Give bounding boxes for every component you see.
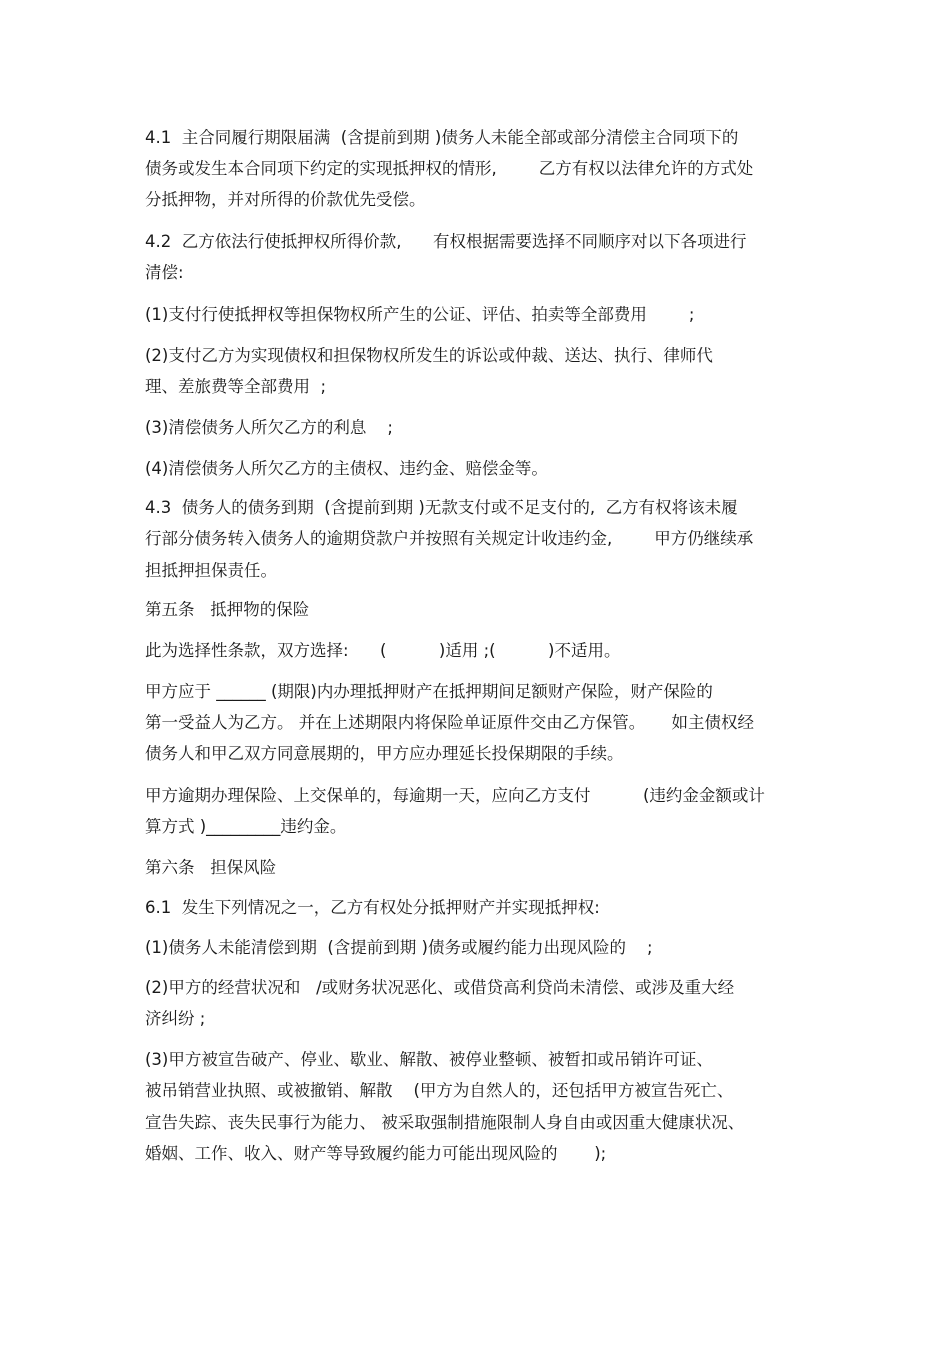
- article-5-option-line: 此为选择性条款，双方选择: ( )适用 ;( )不适用。: [145, 641, 621, 660]
- item-4-line-1: (4)清偿债务人所欠乙方的主债权、违约金、赔偿金等。: [145, 459, 548, 478]
- clause-4-3-line-1: 4.3 债务人的债务到期 (含提前到期 )无款支付或不足支付的, 乙方有权将该未履: [145, 498, 738, 517]
- article-5-heading: 第五条 抵押物的保险: [145, 600, 310, 619]
- clause-4-3-line-2: 行部分债务转入债务人的逾期贷款户并按照有关规定计收违约金, 甲方仍继续承: [145, 529, 754, 548]
- insurance-para-line-3: 债务人和甲乙双方同意展期的，甲方应办理延长投保期限的手续。: [145, 744, 624, 763]
- clause-4-1-line-1: 4.1 主合同履行期限届满 (含提前到期 )债务人未能全部或部分清偿主合同项下的: [145, 128, 739, 147]
- clause-4-2-line-2: 清偿:: [145, 263, 184, 282]
- penalty-para-line-2: 算方式 )_________违约金。: [145, 817, 347, 836]
- item-2-line-2: 理、差旅费等全部费用 ;: [145, 377, 327, 396]
- risk-item-3-line-2: 被吊销营业执照、或被撤销、解散 (甲方为自然人的，还包括甲方被宣告死亡、: [145, 1081, 734, 1100]
- item-2-line-1: (2)支付乙方为实现债权和担保物权所发生的诉讼或仲裁、送达、执行、律师代: [145, 346, 713, 365]
- risk-item-1-line-1: (1)债务人未能清偿到期 (含提前到期 )债务或履约能力出现风险的 ;: [145, 938, 653, 957]
- risk-item-3-line-3: 宣告失踪、丧失民事行为能力、 被采取强制措施限制人身自由或因重大健康状况、: [145, 1113, 745, 1132]
- clause-4-1-line-2: 债务或发生本合同项下约定的实现抵押权的情形, 乙方有权以法律允许的方式处: [145, 159, 754, 178]
- risk-item-2-line-2: 济纠纷 ;: [145, 1009, 206, 1028]
- insurance-para-line-1: 甲方应于 ______ (期限)内办理抵押财产在抵押期间足额财产保险，财产保险的: [145, 682, 713, 701]
- clause-6-1-line-1: 6.1 发生下列情况之一，乙方有权处分抵押财产并实现抵押权:: [145, 898, 600, 917]
- clause-4-1-line-3: 分抵押物，并对所得的价款优先受偿。: [145, 190, 426, 209]
- item-3-line-1: (3)清偿债务人所欠乙方的利息 ;: [145, 418, 393, 437]
- clause-4-2-line-1: 4.2 乙方依法行使抵押权所得价款, 有权根据需要选择不同顺序对以下各项进行: [145, 232, 747, 251]
- risk-item-3-line-1: (3)甲方被宣告破产、停业、歇业、解散、被停业整顿、被暂扣或吊销许可证、: [145, 1050, 713, 1069]
- risk-item-2-line-1: (2)甲方的经营状况和 /或财务状况恶化、或借贷高利贷尚未清偿、或涉及重大经: [145, 978, 735, 997]
- item-1-line-1: (1)支付行使抵押权等担保物权所产生的公证、评估、拍卖等全部费用 ;: [145, 305, 695, 324]
- clause-4-3-line-3: 担抵押担保责任。: [145, 561, 277, 580]
- risk-item-3-line-4: 婚姻、工作、收入、财产等导致履约能力可能出现风险的 );: [145, 1144, 607, 1163]
- penalty-para-line-1: 甲方逾期办理保险、上交保单的，每逾期一天，应向乙方支付 (违约金金额或计: [145, 786, 765, 805]
- article-6-heading: 第六条 担保风险: [145, 858, 277, 877]
- insurance-para-line-2: 第一受益人为乙方。 并在上述期限内将保险单证原件交由乙方保管。 如主债权经: [145, 713, 754, 732]
